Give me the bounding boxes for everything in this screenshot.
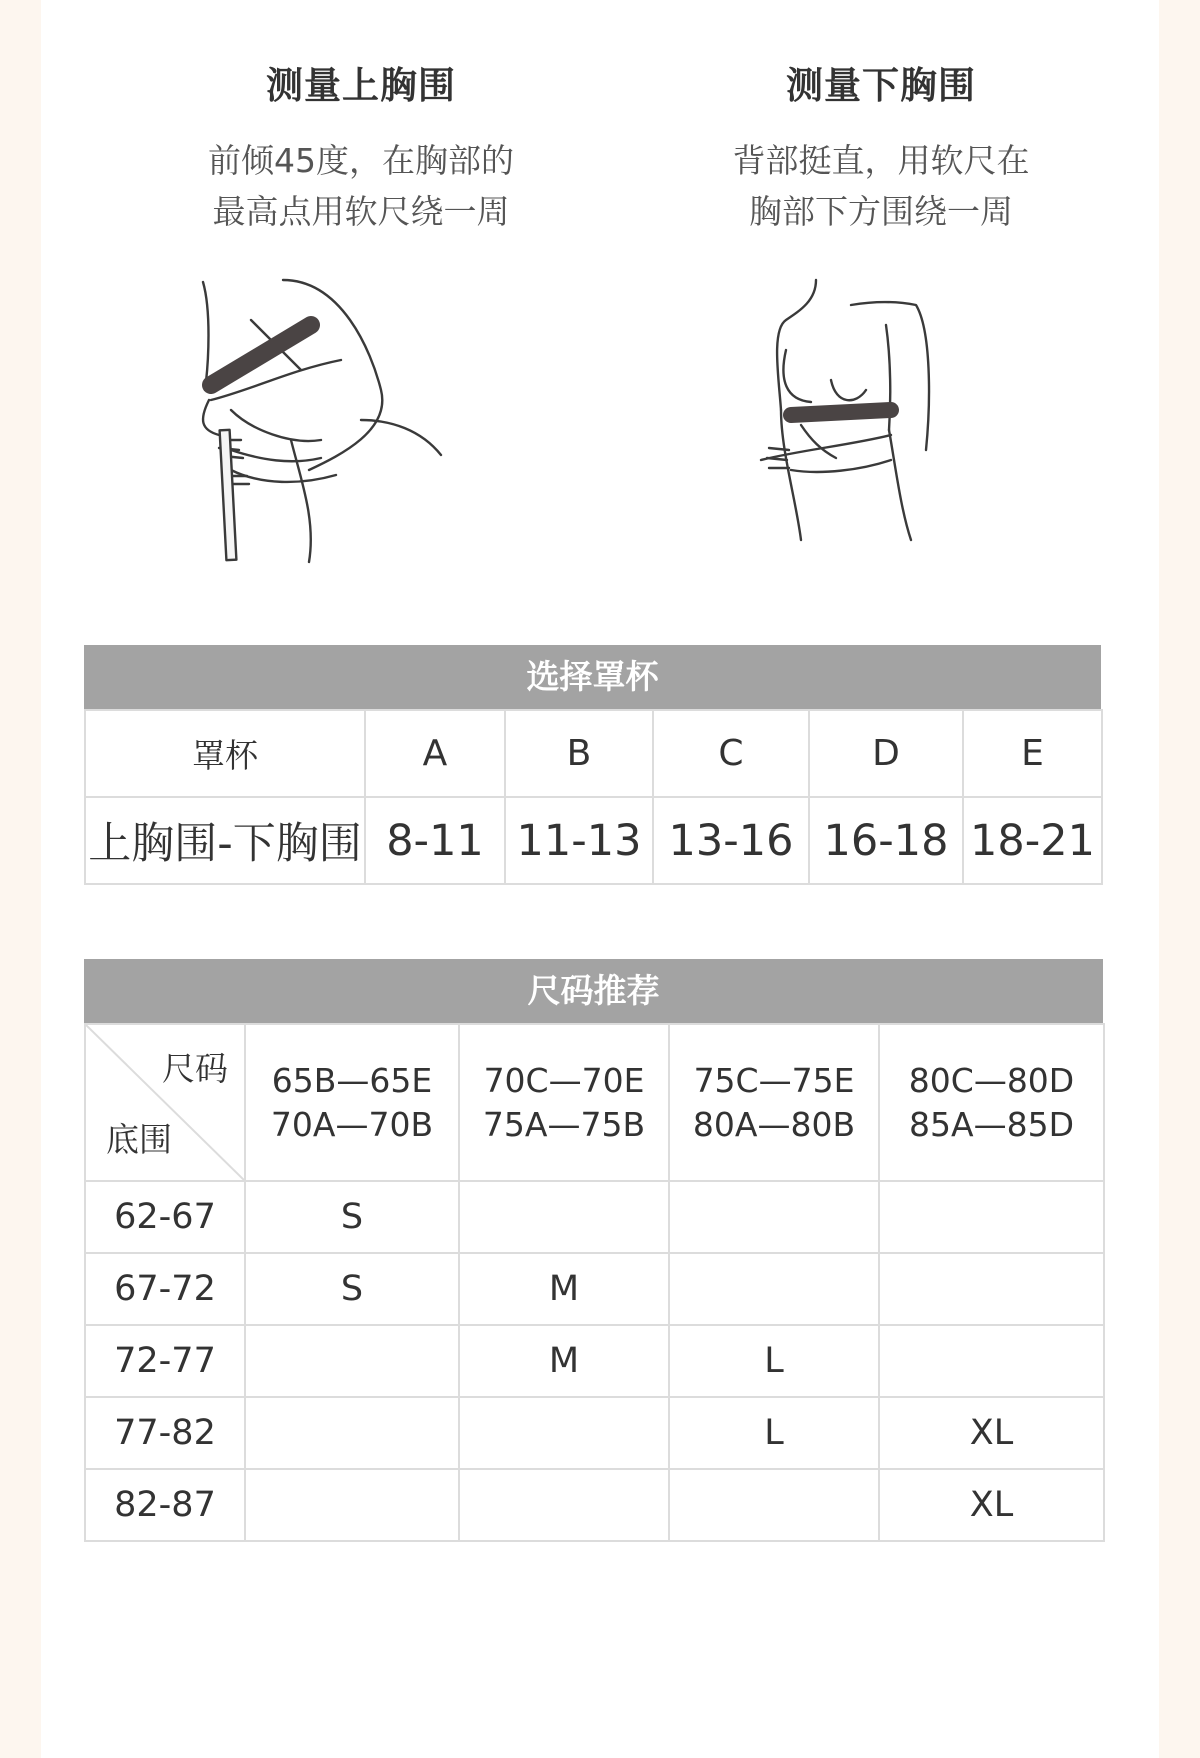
corner-size-label: 尺码 xyxy=(162,1049,228,1088)
range-cell-c: 13-16 xyxy=(653,797,809,884)
cup-cell-c: C xyxy=(653,710,809,797)
size-col-header xyxy=(245,1024,459,1181)
size-cell: L xyxy=(669,1397,879,1469)
corner-cell xyxy=(85,1024,245,1181)
size-cell xyxy=(879,1253,1104,1325)
cup-cell-d: D xyxy=(809,710,963,797)
cup-cell-b: B xyxy=(505,710,653,797)
lower-bust-title: 测量下胸围 xyxy=(786,64,976,107)
cup-table xyxy=(84,709,1103,885)
range-cell-a: 8-11 xyxy=(365,797,505,884)
size-cell xyxy=(669,1469,879,1541)
size-cell xyxy=(245,1469,459,1541)
corner-band-label: 底围 xyxy=(106,1120,172,1159)
col-header-line-1: 65B—65E xyxy=(271,1060,433,1100)
col-header-line-2: 80A—80B xyxy=(692,1104,856,1144)
size-col-header xyxy=(669,1024,879,1181)
band-cell: 62-67 xyxy=(85,1181,245,1253)
size-table-header: 尺码推荐 xyxy=(84,959,1103,1023)
cup-header-row xyxy=(85,710,1102,797)
size-header-row xyxy=(85,1024,1104,1181)
band-cell: 77-82 xyxy=(85,1397,245,1469)
size-cell xyxy=(879,1325,1104,1397)
cup-cell-a: A xyxy=(365,710,505,797)
lower-bust-description xyxy=(661,135,1101,237)
size-row xyxy=(85,1181,1104,1253)
col-header-line-2: 75A—75B xyxy=(482,1104,646,1144)
size-cell: XL xyxy=(879,1469,1104,1541)
lower-bust-instructions xyxy=(661,55,1101,237)
size-cell xyxy=(245,1325,459,1397)
lower-bust-illustration xyxy=(741,270,981,550)
size-cell: L xyxy=(669,1325,879,1397)
size-cell xyxy=(245,1397,459,1469)
cup-cell-e: E xyxy=(963,710,1102,797)
band-cell: 72-77 xyxy=(85,1325,245,1397)
size-cell xyxy=(459,1181,669,1253)
col-header-line-2: 85A—85D xyxy=(909,1104,1074,1144)
size-cell xyxy=(879,1181,1104,1253)
size-cell: M xyxy=(459,1253,669,1325)
size-cell xyxy=(669,1253,879,1325)
cup-table-header: 选择罩杯 xyxy=(84,645,1101,709)
size-cell xyxy=(459,1397,669,1469)
size-cell xyxy=(669,1181,879,1253)
col-header-line-1: 70C—70E xyxy=(483,1060,645,1100)
size-row xyxy=(85,1469,1104,1541)
col-header-line-1: 80C—80D xyxy=(908,1060,1075,1100)
band-cell: 67-72 xyxy=(85,1253,245,1325)
cup-range-row xyxy=(85,797,1102,884)
col-header-line-1: 75C—75E xyxy=(693,1060,855,1100)
upper-bust-description xyxy=(141,135,581,237)
upper-bust-line-1: 前倾45度，在胸部的 xyxy=(208,141,514,180)
upper-bust-instructions xyxy=(141,55,581,237)
range-cell-e: 18-21 xyxy=(963,797,1102,884)
size-table xyxy=(84,1023,1105,1542)
size-cell: S xyxy=(245,1253,459,1325)
range-cell-d: 16-18 xyxy=(809,797,963,884)
range-cell-b: 11-13 xyxy=(505,797,653,884)
size-col-header xyxy=(459,1024,669,1181)
size-cell xyxy=(459,1469,669,1541)
lower-bust-line-1: 背部挺直，用软尺在 xyxy=(732,141,1030,180)
cup-label-cell: 罩杯 xyxy=(85,710,365,797)
size-row xyxy=(85,1253,1104,1325)
upper-bust-title: 测量上胸围 xyxy=(266,64,456,107)
size-col-header xyxy=(879,1024,1104,1181)
size-guide-page xyxy=(41,0,1159,1758)
upper-bust-line-2: 最高点用软尺绕一周 xyxy=(212,192,510,231)
range-label-cell: 上胸围-下胸围 xyxy=(85,797,365,884)
size-row xyxy=(85,1325,1104,1397)
size-cell: M xyxy=(459,1325,669,1397)
col-header-line-2: 70A—70B xyxy=(270,1104,434,1144)
size-cell: S xyxy=(245,1181,459,1253)
size-cell: XL xyxy=(879,1397,1104,1469)
upper-bust-illustration xyxy=(191,270,511,570)
lower-bust-line-2: 胸部下方围绕一周 xyxy=(749,192,1013,231)
size-row xyxy=(85,1397,1104,1469)
band-cell: 82-87 xyxy=(85,1469,245,1541)
